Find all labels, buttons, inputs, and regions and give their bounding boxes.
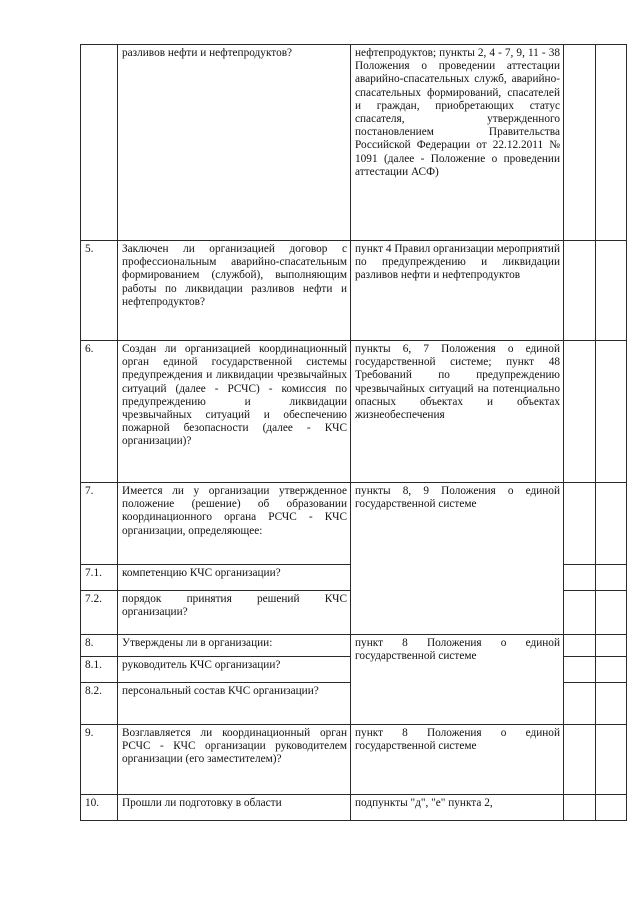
table-row [81,795,627,821]
row-number: 5. [81,241,118,341]
checklist-table [80,44,627,821]
answer-cell [564,635,596,657]
question-cell: руководитель КЧС организации? [118,657,351,683]
extra-cell [596,795,627,821]
reference-cell: пункты 8, 9 Положения о единой государственной системе [351,483,564,635]
answer-cell [564,683,596,725]
row-number: 10. [81,795,118,821]
row-number: 7.1. [81,565,118,591]
answer-cell [564,657,596,683]
extra-cell [596,565,627,591]
question-cell: Имеется ли у организации утвержденное положение (решение) об образовании координационного органа РСЧС - КЧС организации, определяющее: [118,483,351,565]
answer-cell [564,45,596,241]
answer-cell [564,241,596,341]
row-number: 7. [81,483,118,565]
question-cell: компетенцию КЧС организации? [118,565,351,591]
reference-cell: пункт 8 Положения о единой государственной системе [351,635,564,725]
reference-cell: нефтепродуктов; пункты 2, 4 - 7, 9, 11 - 38 Положения о проведении аттестации аварийно-спасательных служб, аварийно-спасательных формирований, спасателей и граждан, приобретающих статус спасателя, утвержденного постановлением Правительства Российской Федерации от 22.12.2011 № 1091 (далее - Положение о проведении аттестации АСФ) [351,45,564,241]
question-cell: разливов нефти и нефтепродуктов? [118,45,351,241]
row-number: 7.2. [81,591,118,635]
table-row [81,341,627,483]
extra-cell [596,241,627,341]
answer-cell [564,725,596,795]
answer-cell [564,795,596,821]
extra-cell [596,483,627,565]
extra-cell [596,683,627,725]
extra-cell [596,45,627,241]
table-row [81,241,627,341]
reference-cell: пункты 6, 7 Положения о единой государственной системе; пункт 48 Требований по предупреждению чрезвычайных ситуаций на потенциально опасных объектах и объектах жизнеобеспечения [351,341,564,483]
table-row [81,483,627,565]
reference-cell: подпункты "д", "е" пункта 2, [351,795,564,821]
question-cell: Возглавляется ли координационный орган РСЧС - КЧС организации руководителем организации (его заместителем)? [118,725,351,795]
table-row [81,725,627,795]
row-number: 8.2. [81,683,118,725]
answer-cell [564,591,596,635]
row-number: 9. [81,725,118,795]
row-number: 8. [81,635,118,657]
reference-cell: пункт 8 Положения о единой государственной системе [351,725,564,795]
question-cell: персональный состав КЧС организации? [118,683,351,725]
extra-cell [596,635,627,657]
extra-cell [596,657,627,683]
row-number [81,45,118,241]
row-number: 6. [81,341,118,483]
extra-cell [596,591,627,635]
question-cell: Прошли ли подготовку в области [118,795,351,821]
question-cell: порядок принятия решений КЧС организации? [118,591,351,635]
reference-cell: пункт 4 Правил организации мероприятий по предупреждению и ликвидации разливов нефти и нефтепродуктов [351,241,564,341]
question-cell: Создан ли организацией координационный орган единой государственной системы предупреждения и ликвидации чрезвычайных ситуаций (далее - РСЧС) - комиссия по предупреждению и ликвидации чрезвычайных ситуаций и обеспечению пожарной безопасности (далее - КЧС организации)? [118,341,351,483]
row-number: 8.1. [81,657,118,683]
table-row [81,45,627,241]
answer-cell [564,483,596,565]
table-row [81,635,627,657]
extra-cell [596,725,627,795]
question-cell: Утверждены ли в организации: [118,635,351,657]
answer-cell [564,341,596,483]
answer-cell [564,565,596,591]
question-cell: Заключен ли организацией договор с профессиональным аварийно-спасательным формированием (службой), выполняющим работы по ликвидации разливов нефти и нефтепродуктов? [118,241,351,341]
extra-cell [596,341,627,483]
